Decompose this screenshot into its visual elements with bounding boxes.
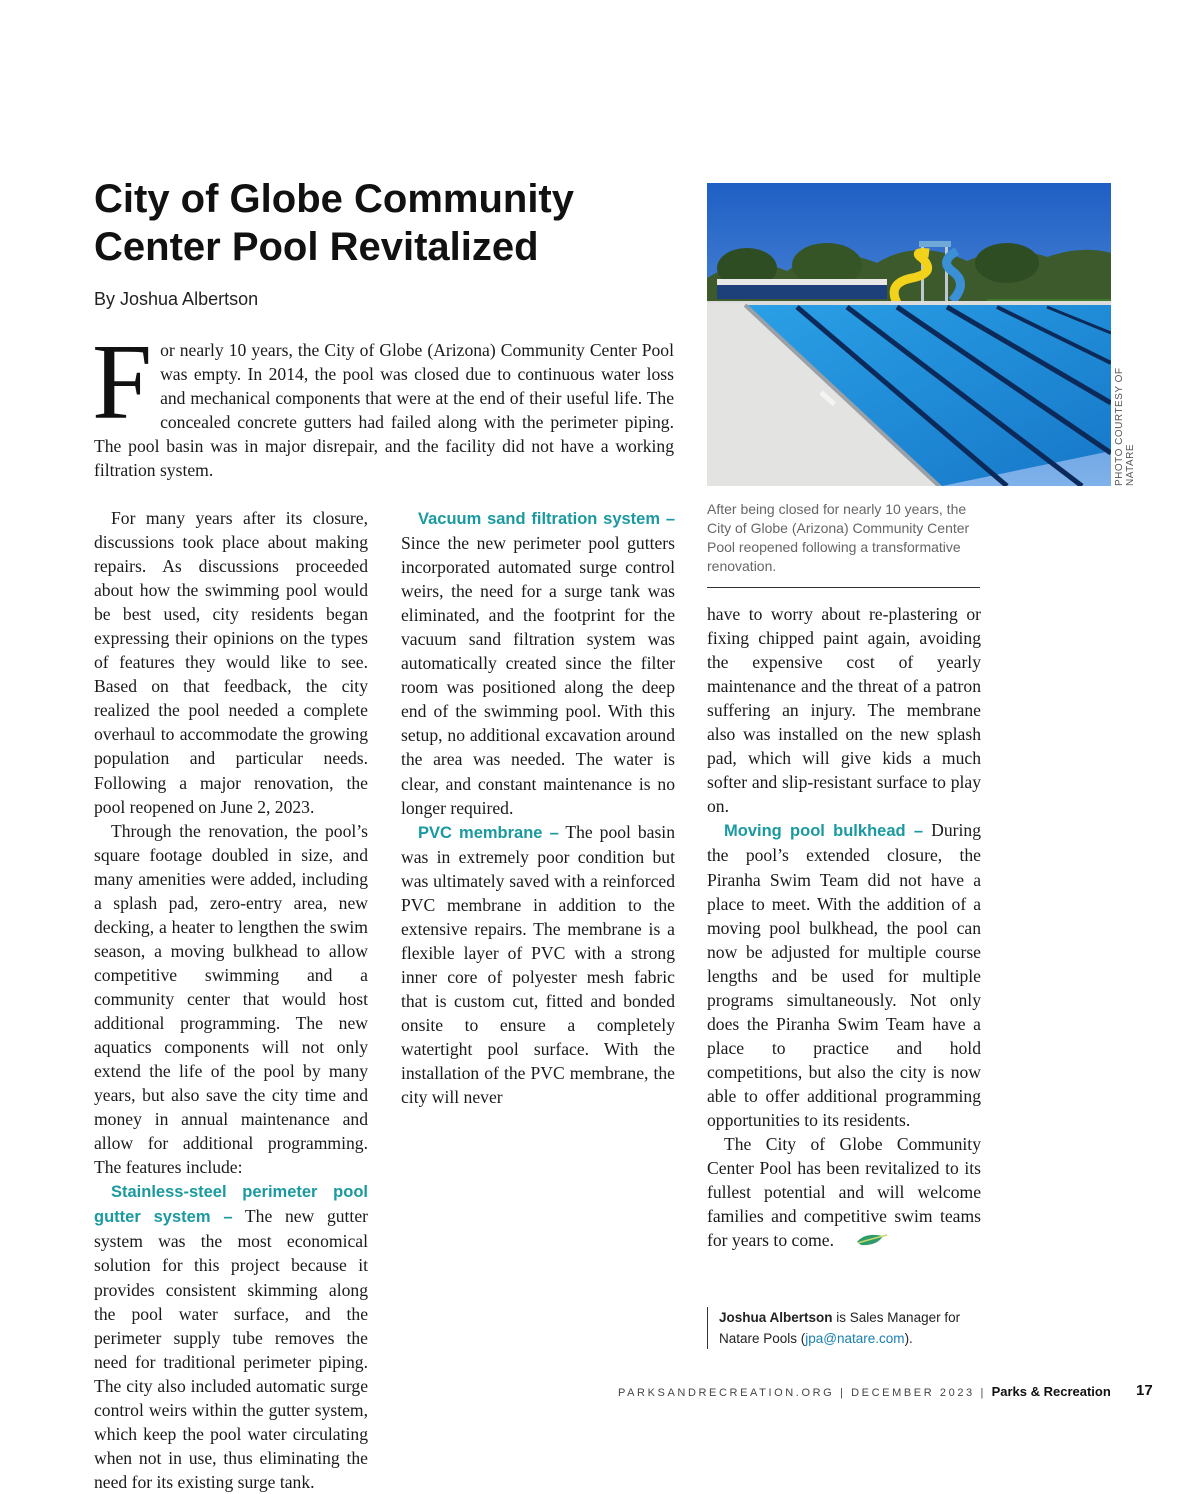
byline: By Joshua Albertson [94, 289, 259, 309]
author-bio: Joshua Albertson is Sales Manager for Natare Pools (jpa@natare.com). [707, 1307, 999, 1349]
feature-paragraph-membrane [401, 820, 675, 1110]
leaf-icon [838, 1230, 889, 1254]
closing-paragraph: The City of Globe Community Center Pool has been revitalized to its fullest potential and will welcome families and competitive swim teams for years to come. [707, 1132, 981, 1254]
feature-text: During the pool’s extended closure, the Piranha Swim Team did not have a place to meet. With the addition of a moving pool bulkhead, the pool can now be adjusted for multiple course lengths and be used for multiple programs simultaneously. Not only does the Piranha Swim Team have a place to practice and hold competitions, but also the city is now able to offer additional programming opportunities to its residents. [707, 820, 981, 1130]
feature-paragraph-bulkhead [707, 818, 981, 1132]
body-column-2 [401, 506, 675, 1109]
page-number: 17 [1136, 1382, 1153, 1399]
feature-heading: Vacuum sand filtration system – [418, 510, 675, 528]
feature-heading: Stainless-steel perimeter pool gutter system – [94, 1183, 368, 1227]
photo-caption: After being closed for nearly 10 years, the City of Globe (Arizona) Community Center Pool reopened following a transformative renovation. [707, 501, 970, 574]
drop-cap: F [92, 323, 153, 442]
body-column-3 [707, 602, 981, 1254]
caption-divider [707, 587, 980, 588]
pool-photo [707, 183, 1111, 486]
feature-text: The new gutter system was the most economical solution for this project because it provides consistent skimming along the pool water surface, and the perimeter supply tube removes the need for traditional perimeter piping. The city also included automatic surge control weirs within the gutter system, which keep the pool water circulating when not in use, thus eliminating the need for its existing surge tank. [94, 1206, 368, 1492]
footer-issue: DECEMBER 2023 [851, 1387, 975, 1399]
feature-text: The pool basin was in extremely poor condition but was ultimately saved with a reinforced PVC membrane in addition to the extensive repairs. The membrane is a flexible layer of PVC with a strong inner core of polyester mesh fabric that is custom cut, fitted and bonded onsite to ensure a completely watertight pool surface. With the installation of the PVC membrane, the city will never [401, 821, 675, 1108]
feature-heading: Moving pool bulkhead – [724, 822, 924, 841]
footer-publication: Parks & Recreation [991, 1384, 1111, 1399]
feature-paragraph-gutter [94, 1179, 368, 1494]
footer-site[interactable]: PARKSANDRECREATION.ORG [618, 1387, 835, 1399]
feature-heading: PVC membrane – [418, 823, 559, 842]
feature-paragraph-filtration [401, 506, 675, 820]
body-column-1 [94, 506, 368, 1494]
body-paragraph: For many years after its closure, discussions took place about making repairs. As discussions proceeded about how the swimming pool would be best used, city residents began expressing their opinions on the types of features they would like to see. Based on that feedback, the city realized the pool needed a complete overhaul to accommodate the growing population and particular needs. Following a major renovation, the pool reopened on June 2, 2023. [94, 508, 368, 817]
author-name: Joshua Albertson [719, 1310, 833, 1325]
body-paragraph: have to worry about re-plastering or fixing chipped paint again, avoiding the expensive cost of yearly maintenance and the threat of a patron suffering an injury. The membrane also was installed on the new splash pad, which will give kids a much softer and slip-resistant surface to play on. [707, 604, 981, 817]
body-paragraph: Through the renovation, the pool’s square footage doubled in size, and many amenities were added, including a splash pad, zero-entry area, new decking, a heater to lengthen the swim season, a moving bulkhead to allow competitive swimming and a community center that would host additional programming. The new aquatics components will not only extend the life of the pool by many years, but also save the city time and money in annual maintenance and allow for additional programming. The features include: [94, 820, 368, 1178]
feature-text: Since the new perimeter pool gutters incorporated automated surge control weirs, the need for a surge tank was eliminated, and the footprint for the vacuum sand filtration system was automatically created since the filter room was positioned along the deep end of the swimming pool. With this setup, no additional excavation around the area was needed. The water is clear, and constant maintenance is no longer required. [401, 533, 675, 818]
lead-paragraph [92, 323, 674, 482]
article-title: City of Globe Community Center Pool Revitalized [94, 177, 574, 269]
photo-credit: PHOTO COURTESY OF NATARE [1114, 367, 1136, 486]
page-footer: PARKSANDRECREATION.ORG | DECEMBER 2023 | Parks & Recreation [618, 1384, 1111, 1399]
lead-text: or nearly 10 years, the City of Globe (Arizona) Community Center Pool was empty. In 2014, the pool was closed due to continuous water loss and mechanical components that were at the end of their useful life. The concealed concrete gutters had failed along with the perimeter piping. The pool basin was in major disrepair, and the facility did not have a working filtration system. [94, 340, 674, 480]
author-email-link[interactable]: jpa@natare.com [805, 1331, 905, 1346]
